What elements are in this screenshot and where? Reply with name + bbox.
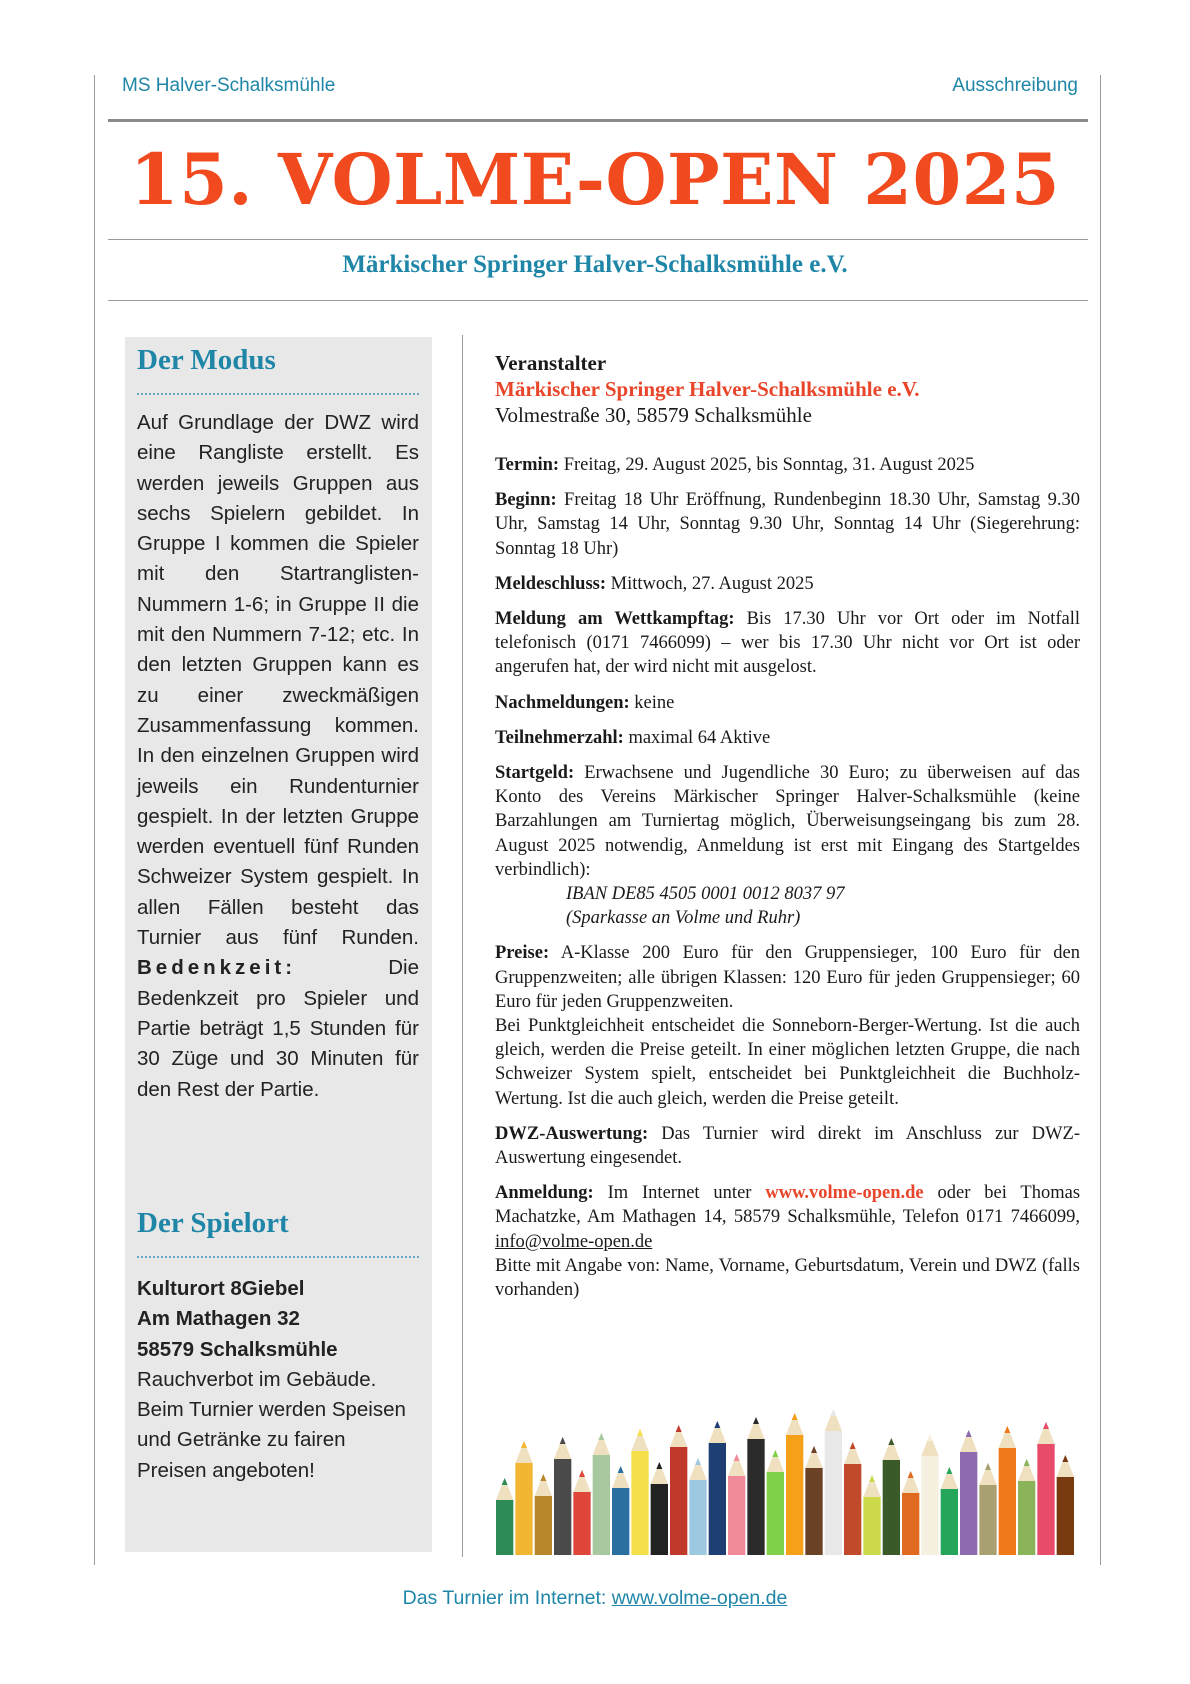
- modus-divider: [137, 393, 419, 395]
- bedenkzeit-text: Die Bedenkzeit pro Spieler und Partie beträgt 1,5 Stunden für 30 Züge und 30 Minuten für den Rest der Partie.: [137, 956, 419, 1101]
- preise-label: Preise:: [495, 943, 550, 964]
- page-title: 15. VOLME-OPEN 2025: [129, 138, 1061, 221]
- dwz-text: Das Turnier wird direkt im Anschluss zur DWZ-Auswertung eingesendet.: [495, 1123, 1081, 1169]
- page-subtitle: Märkischer Springer Halver-Schalksmühle e.V.: [342, 251, 848, 278]
- bank-name: (Sparkasse an Volme und Ruhr): [566, 908, 801, 929]
- spielort-heading: Der Spielort: [137, 1207, 289, 1239]
- beginn-section: [495, 488, 1080, 561]
- dwz-label: DWZ-Auswertung:: [495, 1123, 649, 1144]
- pencil: [631, 1429, 648, 1555]
- venue-name: Kulturort 8Giebel: [137, 1277, 305, 1300]
- pencil: [651, 1462, 668, 1555]
- organizer-name: Märkischer Springer Halver-Schalksmühle e.V.: [495, 377, 920, 401]
- pencil: [689, 1458, 706, 1555]
- pencil: [805, 1446, 822, 1555]
- pencil: [1037, 1422, 1054, 1555]
- right-frame-line: [1100, 75, 1101, 1565]
- pencil: [863, 1475, 880, 1555]
- meldung-section: [495, 607, 1080, 680]
- pencil: [786, 1413, 803, 1555]
- meldeschluss-text: Mittwoch, 27. August 2025: [610, 573, 814, 594]
- venue-city: 58579 Schalksmühle: [137, 1337, 338, 1361]
- organizer-address: Volmestraße 30, 58579 Schalksmühle: [495, 403, 812, 427]
- header-rule: [108, 119, 1088, 122]
- modus-heading: Der Modus: [137, 344, 276, 376]
- startgeld-label: Startgeld:: [495, 763, 575, 784]
- pencil: [728, 1454, 745, 1555]
- header-club-name: MS Halver-Schalksmühle: [122, 75, 336, 96]
- beginn-text: Freitag 18 Uhr Eröffnung, Rundenbeginn 18.30 Uhr, Samstag 9.30 Uhr, Samstag 14 Uhr, Sonntag 9.30 Uhr, Sonntag 14 Uhr (Siegerehrung: Sonntag 18 Uhr): [495, 490, 1080, 559]
- left-frame-line: [94, 75, 95, 1565]
- preise-text: A-Klasse 200 Euro für den Gruppensieger, 100 Euro für den Gruppenzweiten; alle übrigen Klassen: 120 Euro für jeden Gruppensieger; 60 Euro für jeden Gruppenzweiten.: [495, 943, 1080, 1012]
- dwz-section: [495, 1122, 1080, 1170]
- beginn-label: Beginn:: [495, 490, 557, 511]
- column-divider: [462, 335, 463, 1557]
- sidebar: [125, 337, 432, 1552]
- footer-label: Das Turnier im Internet:: [402, 1587, 607, 1609]
- details-column: [495, 350, 1080, 1302]
- organizer-label: Veranstalter: [495, 351, 607, 375]
- pencil: [999, 1426, 1016, 1555]
- pencil: [921, 1434, 938, 1555]
- teilnehmer-text: maximal 64 Aktive: [628, 727, 771, 748]
- pencil: [554, 1437, 571, 1555]
- anmeldung-label: Anmeldung:: [495, 1183, 594, 1204]
- pencil: [844, 1442, 861, 1555]
- pencil: [960, 1430, 977, 1555]
- spielort-divider: [137, 1256, 419, 1258]
- startgeld-text: Erwachsene und Jugendliche 30 Euro; zu überweisen auf das Konto des Vereins Märkischer Springer Halver-Schalksmühle (keine Barzahlungen am Turniertag möglich, Überweisungseingang bis zum 28. August 2025 notwendig, Anmeldung ist erst mit Eingang des Startgeldes verbindlich):: [495, 763, 1080, 880]
- pencil: [747, 1417, 764, 1555]
- pencil: [709, 1421, 726, 1555]
- header-doc-type: Ausschreibung: [952, 75, 1078, 96]
- modus-text: [137, 408, 419, 1105]
- pencil: [902, 1471, 919, 1555]
- teilnehmer-section: [495, 726, 1080, 750]
- bedenkzeit-label: Bedenkzeit:: [137, 956, 297, 980]
- meldung-label: Meldung am Wettkampftag:: [495, 609, 735, 630]
- title-rule: [108, 239, 1088, 240]
- teilnehmer-label: Teilnehmerzahl:: [495, 727, 624, 748]
- anmeldung-url-link[interactable]: www.volme-open.de: [765, 1183, 924, 1204]
- anmeldung-note: Bitte mit Angabe von: Name, Vorname, Geburtsdatum, Verein und DWZ (falls vorhanden): [495, 1255, 1080, 1301]
- pencil: [593, 1433, 610, 1555]
- spielort-text: [137, 1274, 419, 1486]
- pencil: [1057, 1455, 1074, 1555]
- pencil: [979, 1463, 996, 1555]
- pencil: [535, 1474, 552, 1555]
- venue-note: Rauchverbot im Gebäude. Beim Turnier werden Speisen und Getränke zu fairen Preisen angeboten!: [137, 1367, 406, 1482]
- preise-section: [495, 941, 1080, 1110]
- nachmeldungen-label: Nachmeldungen:: [495, 692, 630, 713]
- startgeld-section: [495, 761, 1080, 930]
- pencil: [825, 1410, 842, 1555]
- pencil: [573, 1470, 590, 1555]
- pencil: [767, 1450, 784, 1555]
- pencil: [670, 1425, 687, 1555]
- termin-label: Termin:: [495, 455, 560, 475]
- preise-tiebreak-text: Bei Punktgleichheit entscheidet die Sonneborn-Berger-Wertung. Ist die auch gleich, werden die Preise geteilt. In einer möglichen letzten Gruppe, die nach Schweizer System spielt, entscheidet bei Punktgleichheit die Buchholz-Wertung. Ist die auch gleich, werden die Preise geteilt.: [495, 1016, 1080, 1109]
- meldeschluss-section: [495, 572, 1080, 596]
- meldung-text: Bis 17.30 Uhr vor Ort oder im Notfall telefonisch (0171 7466099) – wer bis 17.30 Uhr nicht vor Ort ist oder angerufen hat, der wird nicht mit ausgelost.: [495, 609, 1080, 678]
- meldeschluss-label: Meldeschluss:: [495, 573, 606, 594]
- nachmeldungen-text: keine: [634, 692, 675, 713]
- pencil: [1018, 1459, 1035, 1555]
- termin-text: Freitag, 29. August 2025, bis Sonntag, 31. August 2025: [563, 455, 975, 475]
- venue-street: Am Mathagen 32: [137, 1307, 300, 1331]
- pencil: [515, 1441, 532, 1555]
- pencils-illustration: [495, 1410, 1075, 1555]
- anmeldung-email-link[interactable]: info@volme-open.de: [495, 1231, 653, 1252]
- anmeldung-pre: Im Internet unter: [607, 1183, 752, 1204]
- pencil: [496, 1478, 513, 1555]
- pencil: [612, 1466, 629, 1555]
- nachmeldungen-section: [495, 691, 1080, 715]
- subtitle-rule: [108, 300, 1088, 301]
- footer-url-link[interactable]: www.volme-open.de: [611, 1587, 788, 1609]
- pencil: [941, 1467, 958, 1555]
- anmeldung-contact: oder bei Thomas Machatzke, Am Mathagen 14, 58579 Schalksmühle, Telefon 0171 7466099,: [495, 1183, 1081, 1228]
- modus-body: Auf Grundlage der DWZ wird eine Rangliste erstellt. Es werden jeweils Gruppen aus sechs Spielern gebildet. In Gruppe I kommen die Spieler mit den Startranglisten-Nummern 1-6; in Gruppe II die mit den Nummern 7-12; etc. In den letzten Gruppen kann es zu einer zweckmäßigen Zusammenfassung kommen. In den einzelnen Gruppen wird jeweils ein Rundenturnier gespielt. In der letzten Gruppe werden eventuell fünf Runden Schweizer System gespielt. In allen Fällen besteht das Turnier aus fünf Runden.: [137, 411, 419, 950]
- iban: IBAN DE85 4505 0001 0012 8037 97: [566, 884, 845, 905]
- anmeldung-section: [495, 1181, 1080, 1302]
- footer: [0, 1587, 1190, 1610]
- termin-section: [495, 453, 1080, 477]
- pencil: [883, 1438, 900, 1555]
